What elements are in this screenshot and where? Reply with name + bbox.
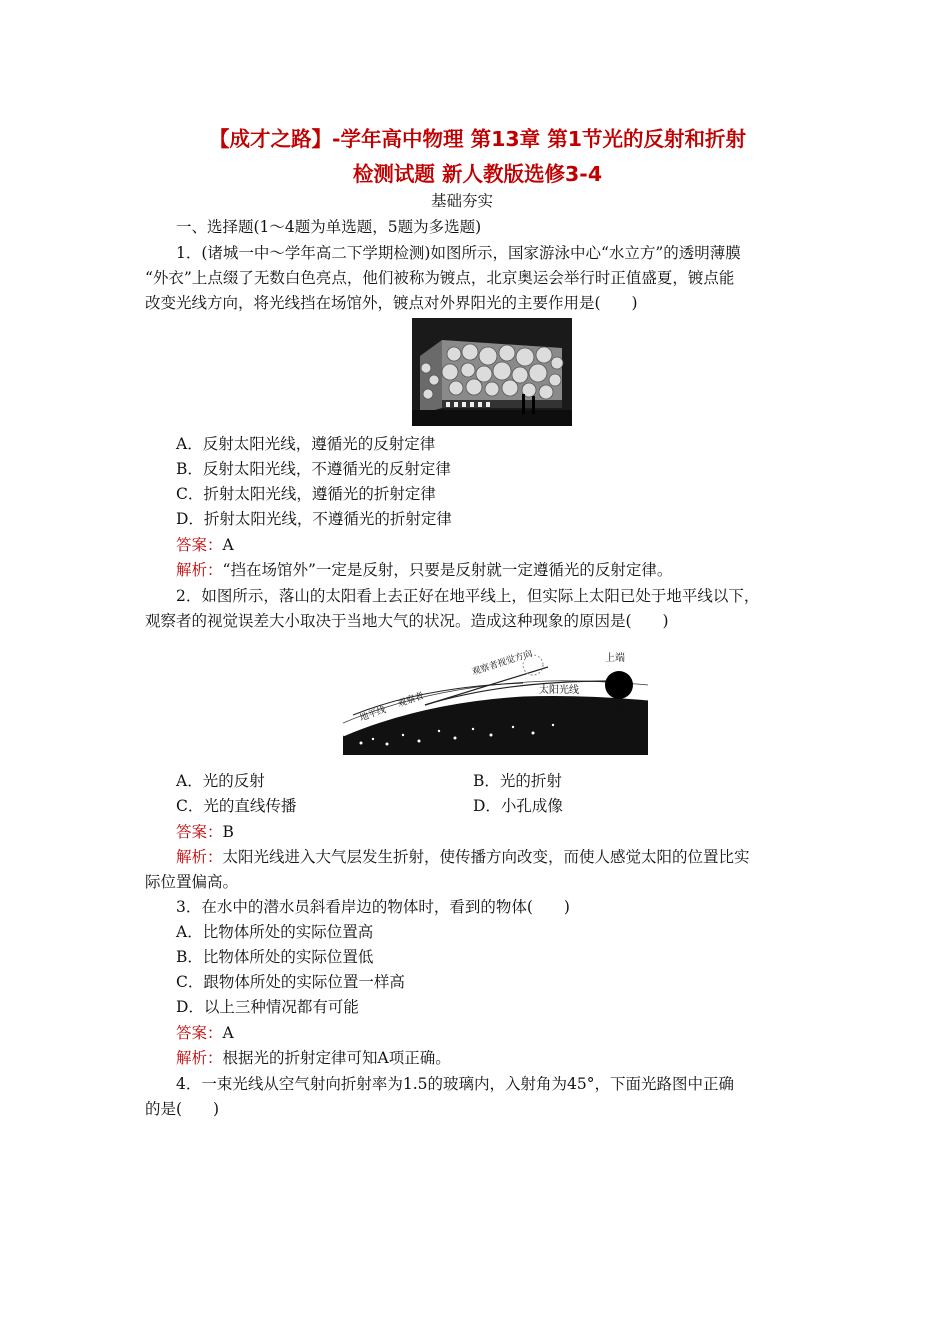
label-observer-direction: 观察者视觉方向 bbox=[470, 648, 534, 678]
q2-stem-line-2: 观察者的视觉误差大小取决于当地大气的状况。造成这种现象的原因是( ) bbox=[145, 612, 669, 630]
q3-option-c: C．跟物体所处的实际位置一样高 bbox=[176, 973, 405, 991]
q1-option-b: B．反射太阳光线，不遵循光的反射定律 bbox=[176, 460, 451, 478]
q4-stem-line-2: 的是( ) bbox=[145, 1100, 220, 1118]
q2-answer-label: 答案： bbox=[176, 823, 223, 841]
q1-answer-label: 答案： bbox=[176, 536, 223, 554]
q3-option-a: A．比物体所处的实际位置高 bbox=[176, 923, 374, 941]
label-top: 上端 bbox=[605, 653, 625, 664]
q1-stem-line-3: 改变光线方向，将光线挡在场馆外，镀点对外界阳光的主要作用是( ) bbox=[145, 294, 638, 312]
q3-analysis-label: 解析： bbox=[176, 1049, 223, 1067]
q2-stem-line-1: 2．如图所示，落山的太阳看上去正好在地平线上，但实际上太阳已处于地平线以下， bbox=[176, 587, 760, 605]
q4-stem-line-1: 4．一束光线从空气射向折射率为1.5的玻璃内，入射角为45°，下面光路图中正确 bbox=[176, 1075, 734, 1093]
document-title-line-1: 【成才之路】-学年高中物理 第13章 第1节光的反射和折射 bbox=[208, 127, 747, 151]
q2-option-c: C．光的直线传播 bbox=[176, 797, 297, 815]
q2-analysis-line-1 bbox=[176, 847, 750, 867]
label-bottom: 下端 bbox=[605, 701, 625, 712]
q1-analysis-label: 解析： bbox=[176, 561, 223, 579]
q3-option-b: B．比物体所处的实际位置低 bbox=[176, 948, 374, 966]
q3-analysis bbox=[176, 1048, 451, 1068]
q3-stem: 3．在水中的潜水员斜看岸边的物体时，看到的物体( ) bbox=[176, 898, 570, 916]
q1-analysis-text: “挡在场馆外”一定是反射，只要是反射就一定遵循光的反射定律。 bbox=[222, 561, 673, 579]
q3-analysis-text: 根据光的折射定律可知A项正确。 bbox=[222, 1049, 451, 1067]
section-subheading: 一、选择题(1～4题为单选题，5题为多选题) bbox=[176, 218, 482, 236]
q3-option-d: D．以上三种情况都有可能 bbox=[176, 998, 359, 1016]
q2-analysis-line-2: 际位置偏高。 bbox=[145, 873, 239, 891]
q3-answer bbox=[176, 1023, 234, 1043]
label-atmosphere: 大气层 bbox=[599, 733, 629, 744]
q1-option-d: D．折射太阳光线，不遵循光的折射定律 bbox=[176, 510, 452, 528]
q1-stem-line-1: 1．(诸城一中～学年高二下学期检测)如图所示，国家游泳中心“水立方”的透明薄膜 bbox=[176, 244, 741, 262]
document-title-line-2: 检测试题 新人教版选修3-4 bbox=[352, 162, 603, 186]
sunset-refraction-diagram bbox=[343, 643, 648, 755]
q3-answer-label: 答案： bbox=[176, 1024, 223, 1042]
q2-option-b: B．光的折射 bbox=[473, 772, 562, 790]
q3-answer-value: A bbox=[222, 1024, 234, 1042]
q1-stem-line-2: “外衣”上点缀了无数白色亮点，他们被称为镀点，北京奥运会举行时正值盛夏，镀点能 bbox=[145, 269, 735, 287]
label-horizon: 地平线 bbox=[358, 705, 388, 724]
q1-option-a: A．反射太阳光线，遵循光的反射定律 bbox=[176, 435, 436, 453]
q2-analysis-label: 解析： bbox=[176, 848, 223, 866]
section-heading: 基础夯实 bbox=[431, 192, 494, 210]
q2-answer bbox=[176, 822, 234, 842]
q1-answer-value: A bbox=[222, 536, 234, 554]
q2-option-d: D．小孔成像 bbox=[473, 797, 563, 815]
label-observer: 观察者 bbox=[396, 691, 426, 710]
q1-analysis bbox=[176, 560, 672, 580]
q2-answer-value: B bbox=[222, 823, 234, 841]
q1-answer bbox=[176, 535, 234, 555]
water-cube-photo bbox=[412, 318, 572, 426]
q2-option-a: A．光的反射 bbox=[176, 772, 265, 790]
q2-analysis-text: 太阳光线进入大气层发生折射，使传播方向改变，而使人感觉太阳的位置比实 bbox=[222, 848, 750, 866]
q1-option-c: C．折射太阳光线，遵循光的折射定律 bbox=[176, 485, 436, 503]
label-sunray: 太阳光线 bbox=[539, 685, 579, 696]
